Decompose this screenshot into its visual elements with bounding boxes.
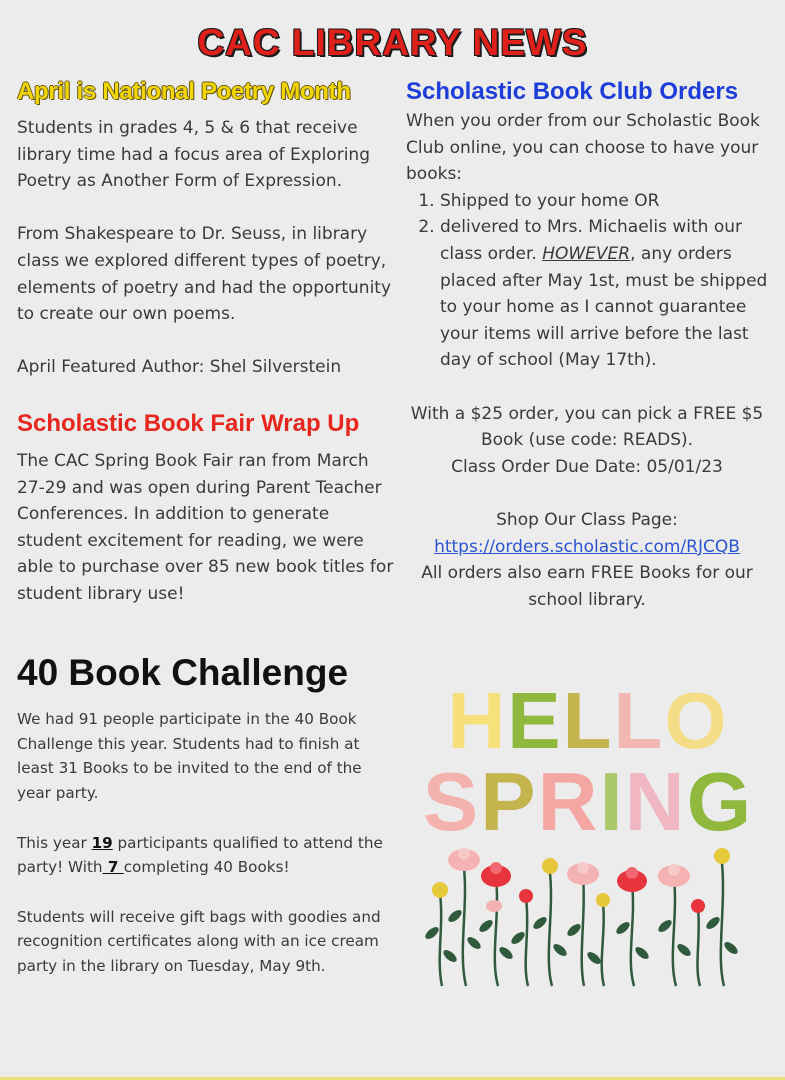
poetry-paragraph-1: Students in grades 4, 5 & 6 that receive library time had a focus area of Exploring Poetry as Another Form of Expression.: [17, 118, 370, 192]
poetry-section: [17, 78, 395, 381]
graphic-letter: L: [562, 676, 614, 765]
challenge-paragraph-2: [17, 831, 395, 880]
book-fair-paragraph: The CAC Spring Book Fair ran from March 27-29 and was open during Parent Teacher Conferences. In addition to generate student excitement for reading, we were able to purchase over 85 new book titles for student library use!: [17, 451, 394, 604]
graphic-letter: R: [537, 755, 600, 848]
hello-text: [447, 676, 728, 765]
graphic-letter: E: [507, 676, 563, 765]
hello-spring-graphic: [418, 668, 758, 993]
graphic-letter: I: [599, 755, 625, 848]
poetry-paragraph-2: From Shakespeare to Dr. Seuss, in library class we explored different types of poetry, elements of poetry and had the opportunity to create our own poems.: [17, 224, 392, 325]
class-page-link[interactable]: https://orders.scholastic.com/RJCQB: [434, 536, 740, 557]
newsletter-title: CAC LIBRARY NEWS: [197, 22, 588, 63]
graphic-letter: O: [664, 676, 729, 765]
spring-text: [423, 755, 753, 848]
completed-count: 7: [102, 858, 124, 877]
challenge-text-b: participants qualified to attend the party! With: [17, 833, 383, 877]
challenge-section: [17, 652, 395, 979]
qualified-count: 19: [91, 833, 113, 852]
book-fair-section: [17, 410, 395, 608]
flower-row: [423, 848, 739, 986]
promo-text: With a $25 order, you can pick a FREE $5 Book (use code: READS).: [410, 403, 764, 451]
challenge-text-c: completing 40 Books!: [123, 858, 290, 877]
earn-free-books: All orders also earn FREE Books for our school library.: [421, 563, 753, 610]
delivery-option-home: 1. Shipped to your home OR: [440, 188, 768, 215]
however-emphasis: HOWEVER: [542, 243, 631, 264]
graphic-letter: N: [624, 755, 687, 848]
graphic-letter: P: [480, 755, 538, 848]
due-date: Class Order Due Date: 05/01/23: [451, 456, 723, 477]
challenge-text-a: This year: [17, 833, 92, 852]
challenge-paragraph-1: We had 91 people participate in the 40 Book Challenge this year. Students had to finish at least 31 Books to be invited to the end of the year party.: [17, 710, 362, 803]
challenge-paragraph-3: Students will receive gift bags with goodies and recognition certificates along with an ice cream party in the library on Tuesday, May 9th.: [17, 907, 381, 975]
challenge-heading: 40 Book Challenge: [17, 652, 349, 693]
graphic-letter: L: [613, 676, 665, 765]
option2-text-b: , any orders placed after May 1st, must be shipped to your home as I cannot guarantee your items will arrive before the last day of school (May 17th).: [440, 243, 768, 371]
book-fair-heading: Scholastic Book Fair Wrap Up: [17, 410, 360, 437]
option2-text-a: delivered to Mrs. Michaelis with our class order.: [440, 217, 743, 264]
graphic-letter: S: [422, 755, 481, 848]
graphic-letter: H: [447, 676, 508, 765]
delivery-options-list: [406, 188, 768, 374]
featured-author: April Featured Author: Shel Silverstein: [17, 357, 342, 378]
book-club-section: [406, 78, 768, 613]
book-club-intro: When you order from our Scholastic Book Club online, you can choose to have your books:: [406, 111, 760, 185]
graphic-letter: G: [686, 755, 754, 848]
poetry-heading: April is National Poetry Month: [17, 78, 351, 105]
shop-label: Shop Our Class Page:: [496, 509, 678, 530]
book-club-heading: Scholastic Book Club Orders: [406, 78, 739, 105]
delivery-option-class: [440, 214, 768, 374]
shop-link-line: [406, 534, 768, 561]
